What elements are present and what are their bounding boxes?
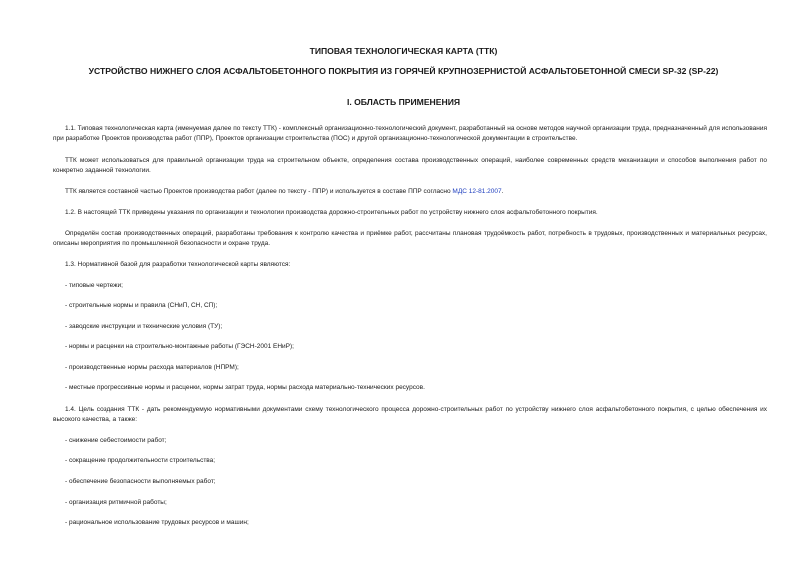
list-item: - нормы и расценки на строительно-монтажные работы (ГЭСН-2001 ЕНиР);	[65, 343, 294, 350]
list-item: - организация ритмичной работы;	[65, 499, 167, 506]
paragraph-1-1: 1.1. Типовая технологическая карта (именуемая далее по тексту ТТК) - комплексный организационно-технологический документ, разработанный на основе методов научной организации труда, предназначенный для использования при разработке Проектов производства работ (ППР), Проектов организации строительства (ПОС) и другой организационно-технологической документации в строительстве.	[53, 125, 767, 143]
paragraph-operations: Определён состав производственных операций, разработаны требования к контролю качества и приёмке работ, рассчитаны плановая трудоёмкость работ, потребность в трудовых, производственных и материальных ресурсах, описаны мероприятия по промышленной безопасности и охране труда.	[53, 230, 767, 248]
paragraph-1-2: 1.2. В настоящей ТТК приведены указания по организации и технологии производства дорожно-строительных работ по устройству нижнего слоя асфальтобетонного покрытия.	[65, 209, 598, 216]
list-item: - местные прогрессивные нормы и расценки, нормы затрат труда, нормы расхода материально-технических ресурсов.	[65, 384, 425, 391]
list-item: - типовые чертежи;	[65, 282, 123, 289]
mds-reference-link[interactable]: МДС 12-81.2007	[452, 188, 502, 195]
list-item: - заводские инструкции и технические условия (ТУ);	[65, 323, 223, 330]
paragraph-1-4: 1.4. Цель создания ТТК - дать рекомендуемую нормативными документами схему технологического процесса дорожно-строительных работ по устройству нижнего слоя асфальтобетонного покрытия, с целью обеспечения их высокого качества, а также:	[53, 406, 767, 424]
list-item: - рациональное использование трудовых ресурсов и машин;	[65, 519, 249, 526]
list-item: - сокращение продолжительности строительства;	[65, 457, 216, 464]
list-item: - строительные нормы и правила (СНиП, СН, СП);	[65, 302, 218, 309]
document-type-heading: ТИПОВАЯ ТЕХНОЛОГИЧЕСКАЯ КАРТА (ТТК)	[309, 46, 498, 56]
paragraph-ttk-part-of-ppr	[53, 187, 767, 197]
paragraph-ttk-part-of-ppr-end: .	[501, 188, 504, 195]
section-title: I. ОБЛАСТЬ ПРИМЕНЕНИЯ	[346, 97, 461, 107]
list-item: - производственные нормы расхода материалов (НПРМ);	[65, 364, 239, 371]
paragraph-ttk-part-of-ppr-text: ТТК является составной частью Проектов производства работ (далее по тексту - ППР) и используется в составе ППР согласно	[65, 188, 451, 195]
paragraph-1-3: 1.3. Нормативной базой для разработки технологической карты являются:	[65, 261, 291, 268]
paragraph-ttk-usage: ТТК может использоваться для правильной организации труда на строительном объекте, определения состава производственных операций, наиболее современных средств механизации и способов выполнения работ по конкретно заданной технологии.	[53, 157, 767, 175]
document-main-heading: УСТРОЙСТВО НИЖНЕГО СЛОЯ АСФАЛЬТОБЕТОННОГО ПОКРЫТИЯ ИЗ ГОРЯЧЕЙ КРУПНОЗЕРНИСТОЙ АСФАЛЬТОБЕТОННОЙ СМЕСИ SP-32 (SP-22)	[88, 66, 719, 76]
list-item: - обеспечение безопасности выполняемых работ;	[65, 478, 216, 485]
list-item: - снижение себестоимости работ;	[65, 437, 167, 444]
